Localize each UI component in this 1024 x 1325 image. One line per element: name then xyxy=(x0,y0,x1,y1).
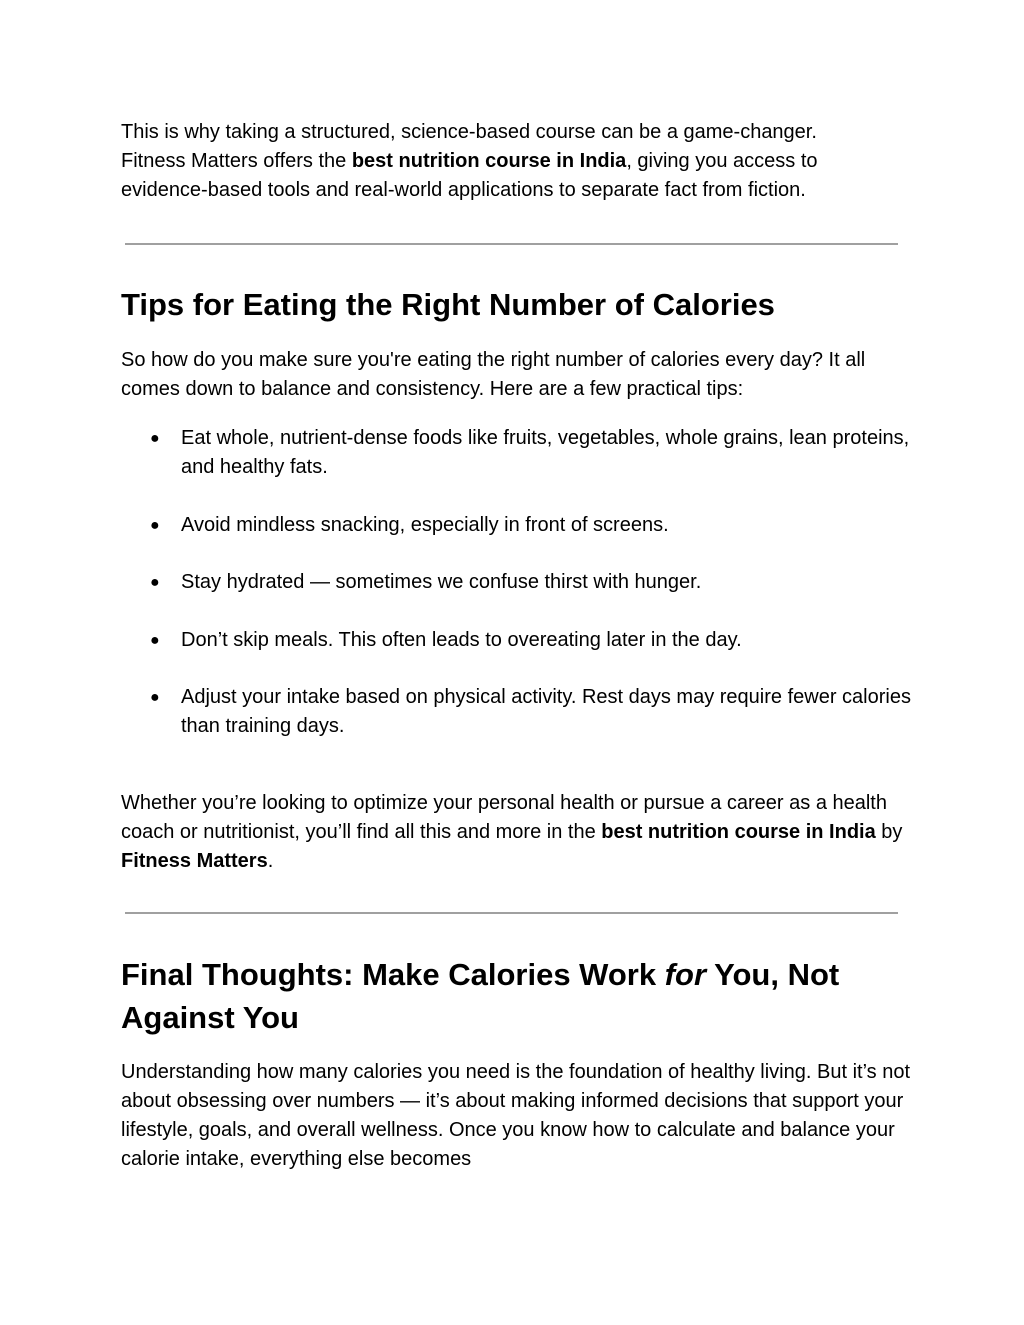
bullet-icon: ● xyxy=(150,632,160,649)
divider-2 xyxy=(125,912,898,914)
list-item xyxy=(121,683,911,741)
final-heading xyxy=(121,953,911,1039)
list-item-text: Eat whole, nutrient-dense foods like fruits, vegetables, whole grains, lean proteins, and healthy fats. xyxy=(181,427,910,478)
final-heading-italic: for xyxy=(664,957,707,992)
list-item-text: Don’t skip meals. This often leads to overeating later in the day. xyxy=(181,629,742,651)
final-heading-pre: Final Thoughts: Make Calories Work xyxy=(121,957,665,992)
divider-1 xyxy=(125,243,898,245)
intro-line-3: evidence-based tools and real-world applications to separate fact from fiction. xyxy=(121,179,806,201)
course-paragraph xyxy=(121,789,911,876)
intro-line-2-pre: Fitness Matters offers the xyxy=(121,150,352,172)
list-item xyxy=(121,511,911,540)
final-paragraph: Understanding how many calories you need is the foundation of healthy living. But it’s not about obsessing over numbers — it’s about making informed decisions that support your lifestyle, goals, and overall wellness. Once you know how to calculate and balance your calorie intake, everything else becomes xyxy=(121,1061,911,1170)
intro-line-1: This is why taking a structured, science-based course can be a game-changer. xyxy=(121,121,817,143)
list-item-text: Stay hydrated — sometimes we confuse thirst with hunger. xyxy=(181,571,702,593)
bullet-icon: ● xyxy=(150,689,160,706)
course-paragraph-mid: by xyxy=(875,821,903,843)
list-item xyxy=(121,568,911,597)
bullet-icon: ● xyxy=(150,517,160,534)
bullet-icon: ● xyxy=(150,574,160,591)
intro-line-2-post: , giving you access to xyxy=(626,150,818,172)
brand-bold-name: Fitness Matters xyxy=(121,850,268,872)
intro-paragraph xyxy=(121,118,911,205)
list-item-text: Avoid mindless snacking, especially in front of screens. xyxy=(181,514,669,536)
list-item xyxy=(121,424,911,482)
course-paragraph-end: . xyxy=(267,850,274,872)
tips-intro-paragraph: So how do you make sure you're eating the right number of calories every day? It all comes down to balance and consistency. Here are a few practical tips: xyxy=(121,349,866,400)
final-heading-post: You, Not Against You xyxy=(121,957,840,1035)
course-paragraph-pre: Whether you’re looking to optimize your personal health or pursue a career as a health coach or nutritionist, you’ll find all this and more in the xyxy=(121,792,887,843)
course-bold-name: best nutrition course in India xyxy=(601,821,876,843)
bullet-icon: ● xyxy=(150,430,160,447)
intro-bold-course: best nutrition course in India xyxy=(351,150,627,172)
tips-heading: Tips for Eating the Right Number of Calories xyxy=(121,287,775,322)
list-item-text: Adjust your intake based on physical activity. Rest days may require fewer calories than training days. xyxy=(181,686,911,737)
list-item xyxy=(121,626,911,655)
